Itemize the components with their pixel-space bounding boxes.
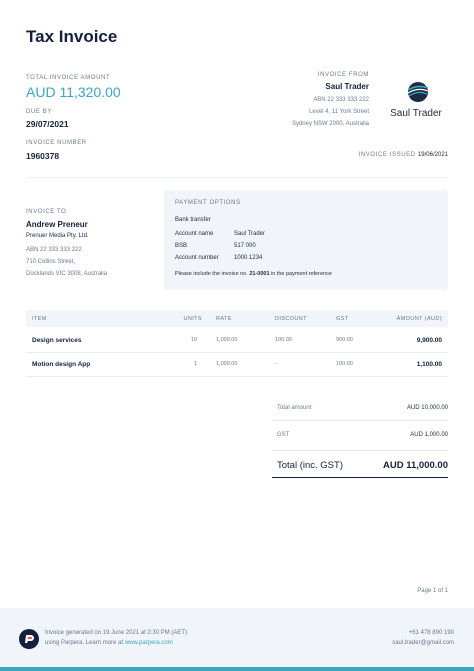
parpera-logo-icon	[19, 629, 39, 649]
payment-note	[175, 271, 332, 277]
page-title: Tax Invoice	[26, 27, 118, 46]
row-2-item: Motion design App	[32, 361, 91, 368]
to-abn: ABN 22 333 333 222	[26, 247, 82, 253]
invoice-issued-value: 19/06/2021	[417, 152, 448, 158]
logo-text: Saul Trader	[390, 108, 442, 119]
total-amount-summary-label: Total amount	[277, 405, 312, 411]
footer-learn-more-text: using Parpera. Learn more at	[45, 640, 124, 646]
col-units: UNITS	[183, 316, 202, 322]
grand-total-underline	[272, 477, 448, 478]
total-amount-value: AUD 11,320.00	[26, 84, 121, 100]
from-abn: ABN 22 333 333 222	[313, 97, 369, 103]
payment-note-pre: Please include the invoice no.	[175, 271, 248, 277]
row-1-rate: 1,000.00	[216, 337, 238, 343]
row-2-discount: -	[275, 361, 277, 367]
grand-total-label: Total (inc. GST)	[277, 460, 343, 471]
account-number-label: Account number	[175, 255, 219, 261]
row-2-amount: 1,100.00	[416, 361, 442, 368]
col-discount: DISCOUNT	[275, 316, 307, 322]
col-amount: AMOUNT (AUD)	[396, 316, 442, 322]
account-number-value: 1000 1234	[234, 255, 263, 261]
row-2-units: 1	[193, 361, 197, 367]
payment-note-post: in the payment reference	[271, 271, 332, 277]
total-amount-summary-value: AUD 10,000.00	[406, 405, 448, 411]
invoice-number-label: INVOICE NUMBER	[26, 140, 87, 146]
totals-divider	[272, 450, 448, 451]
footer	[0, 608, 474, 667]
footer-email[interactable]: saul.trader@gmail.com	[392, 640, 454, 646]
footer-learn-more	[45, 640, 173, 646]
invoice-to-label: INVOICE TO	[26, 209, 67, 215]
row-2-gst: 100.00	[336, 361, 353, 367]
footer-generated-text: Invoice generated on 19 June 2021 at 2:30 PM (AET)	[45, 630, 188, 636]
bsb-value: 517 000	[234, 243, 256, 249]
row-divider	[26, 352, 448, 353]
grand-total-value: AUD 11,000.00	[383, 460, 448, 471]
invoice-issued	[300, 152, 448, 158]
row-1-amount: 9,900.00	[416, 337, 442, 344]
invoice-number-value: 1960378	[26, 151, 60, 161]
to-address-2: Docklands VIC 3008, Australia	[26, 271, 108, 277]
row-2-rate: 1,000.00	[216, 361, 238, 367]
page-number: Page 1 of 1	[417, 588, 448, 594]
invoice-from-label: INVOICE FROM	[317, 72, 369, 78]
from-address-2: Sydney NSW 2000, Australia	[291, 121, 369, 127]
col-item: ITEM	[32, 316, 47, 322]
row-divider	[26, 376, 448, 377]
gst-summary-value: AUD 1,000.00	[410, 432, 448, 438]
from-name: Saul Trader	[325, 82, 369, 91]
gst-summary-label: GST	[277, 432, 290, 438]
due-label: DUE BY	[26, 109, 52, 115]
company-logo	[390, 81, 442, 119]
payment-options-label: PAYMENT OPTIONS	[175, 200, 241, 206]
row-1-units: 10	[190, 337, 197, 343]
to-name: Andrew Preneur	[26, 220, 88, 229]
footer-phone: +61 478 890 190	[408, 630, 454, 636]
parpera-link[interactable]: www.parpera.com	[124, 640, 173, 646]
due-value: 29/07/2021	[26, 119, 69, 129]
to-address-1: 710 Collins Street,	[26, 259, 76, 265]
col-rate: RATE	[216, 316, 232, 322]
account-name-label: Account name	[175, 231, 214, 237]
total-amount-label: TOTAL INVOICE AMOUNT	[26, 75, 111, 81]
row-1-item: Design services	[32, 337, 82, 344]
bsb-label: BSB	[175, 243, 188, 249]
row-1-gst: 900.00	[336, 337, 353, 343]
globe-logo-icon	[405, 81, 431, 103]
divider	[26, 177, 448, 178]
footer-accent-bar	[0, 667, 474, 671]
payment-method: Bank transfer	[175, 217, 211, 223]
parpera-mark-icon	[19, 629, 39, 649]
col-gst: GST	[336, 316, 349, 322]
account-name-value: Saul Trader	[234, 231, 266, 237]
from-address-1: Level 4, 11 York Street	[309, 109, 369, 115]
totals-divider	[272, 420, 448, 421]
payment-note-ref: 21-0001	[249, 271, 270, 277]
to-company: Prenuer Media Pty. Ltd.	[26, 233, 89, 239]
invoice-issued-label: INVOICE ISSUED	[358, 152, 416, 158]
row-1-discount: 100.00	[275, 337, 292, 343]
